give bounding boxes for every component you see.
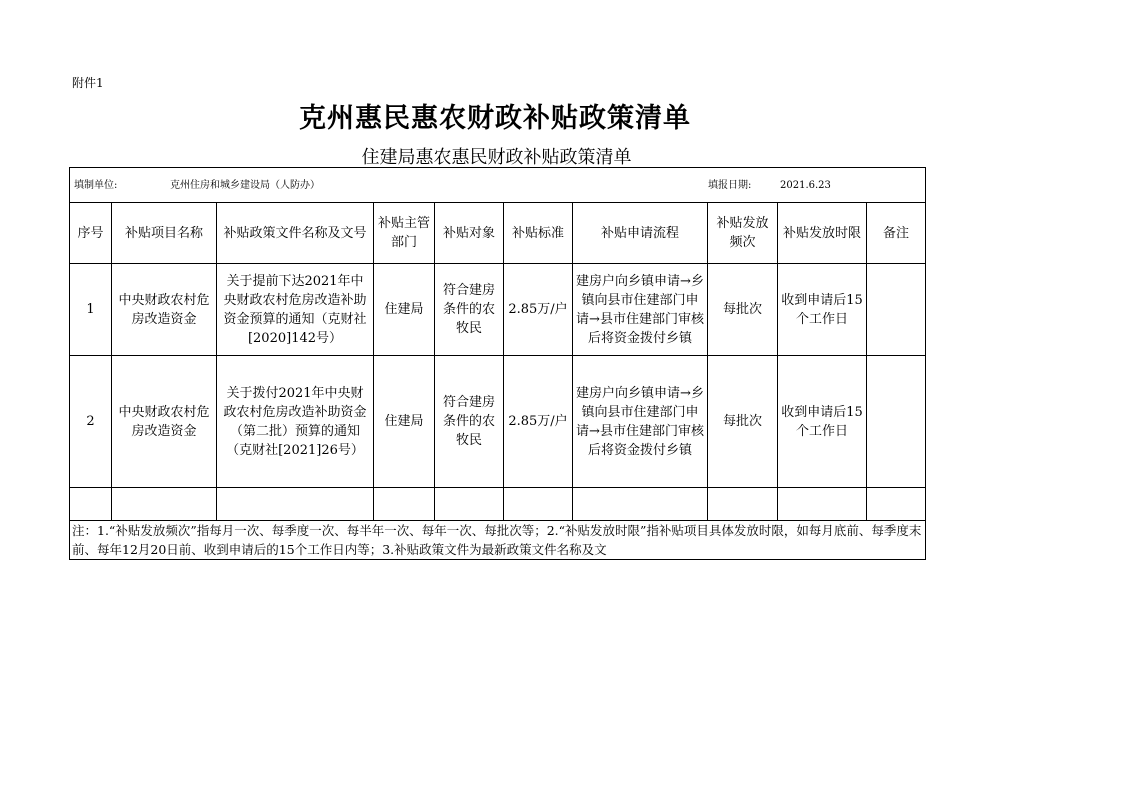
cell-policy: 关于提前下达2021年中央财政农村危房改造补助资金预算的通知（克财社[2020]142号） [217, 264, 374, 356]
sub-title: 住建局惠农惠民财政补贴政策清单 [361, 147, 632, 168]
date-label: 填报日期: [708, 179, 752, 191]
header-seq: 序号 [70, 203, 112, 264]
header-project: 补贴项目名称 [112, 203, 217, 264]
cell-target: 符合建房条件的农牧民 [435, 356, 504, 488]
empty-cell [778, 488, 867, 521]
subsidy-table [69, 167, 926, 560]
table-row [70, 264, 926, 356]
cell-dept: 住建局 [374, 264, 435, 356]
info-row [70, 168, 926, 203]
header-frequency: 补贴发放频次 [708, 203, 778, 264]
cell-process: 建房户向乡镇申请→乡镇向县市住建部门申请→县市住建部门审核后将资金拨付乡镇 [573, 264, 708, 356]
cell-seq: 2 [70, 356, 112, 488]
empty-cell [217, 488, 374, 521]
empty-cell [867, 488, 926, 521]
info-cell [70, 168, 926, 203]
cell-standard: 2.85万/户 [504, 264, 573, 356]
cell-remark [867, 264, 926, 356]
cell-process: 建房户向乡镇申请→乡镇向县市住建部门申请→县市住建部门审核后将资金拨付乡镇 [573, 356, 708, 488]
header-standard: 补贴标准 [504, 203, 573, 264]
empty-cell [504, 488, 573, 521]
cell-frequency: 每批次 [708, 356, 778, 488]
cell-project: 中央财政农村危房改造资金 [112, 264, 217, 356]
empty-row [70, 488, 926, 521]
header-process: 补贴申请流程 [573, 203, 708, 264]
header-remark: 备注 [867, 203, 926, 264]
date-value: 2021.6.23 [780, 179, 831, 191]
empty-cell [435, 488, 504, 521]
empty-cell [374, 488, 435, 521]
attachment-label: 附件1 [72, 76, 104, 90]
empty-cell [112, 488, 217, 521]
header-row [70, 203, 926, 264]
cell-project: 中央财政农村危房改造资金 [112, 356, 217, 488]
header-target: 补贴对象 [435, 203, 504, 264]
note-text: 注：1.“补贴发放频次”指每月一次、每季度一次、每半年一次、每年一次、每批次等；2.“补贴发放时限”指补贴项目具体发放时限，如每月底前、每季度末前、每年12月20日前、收到申请后的15个工作日内等；3.补贴政策文件为最新政策文件名称及文 [70, 521, 926, 560]
note-row [70, 521, 926, 560]
empty-cell [708, 488, 778, 521]
cell-remark [867, 356, 926, 488]
cell-time-limit: 收到申请后15个工作日 [778, 356, 867, 488]
header-time-limit: 补贴发放时限 [778, 203, 867, 264]
unit-label: 填制单位: [74, 179, 118, 191]
empty-cell [70, 488, 112, 521]
main-title: 克州惠民惠农财政补贴政策清单 [299, 103, 691, 134]
header-dept: 补贴主管部门 [374, 203, 435, 264]
cell-seq: 1 [70, 264, 112, 356]
header-policy: 补贴政策文件名称及文号 [217, 203, 374, 264]
cell-standard: 2.85万/户 [504, 356, 573, 488]
cell-policy: 关于拨付2021年中央财政农村危房改造补助资金（第二批）预算的通知（克财社[2021]26号） [217, 356, 374, 488]
cell-target: 符合建房条件的农牧民 [435, 264, 504, 356]
cell-dept: 住建局 [374, 356, 435, 488]
cell-frequency: 每批次 [708, 264, 778, 356]
cell-time-limit: 收到申请后15个工作日 [778, 264, 867, 356]
unit-value: 克州住房和城乡建设局（人防办） [170, 179, 320, 191]
empty-cell [573, 488, 708, 521]
table-row [70, 356, 926, 488]
